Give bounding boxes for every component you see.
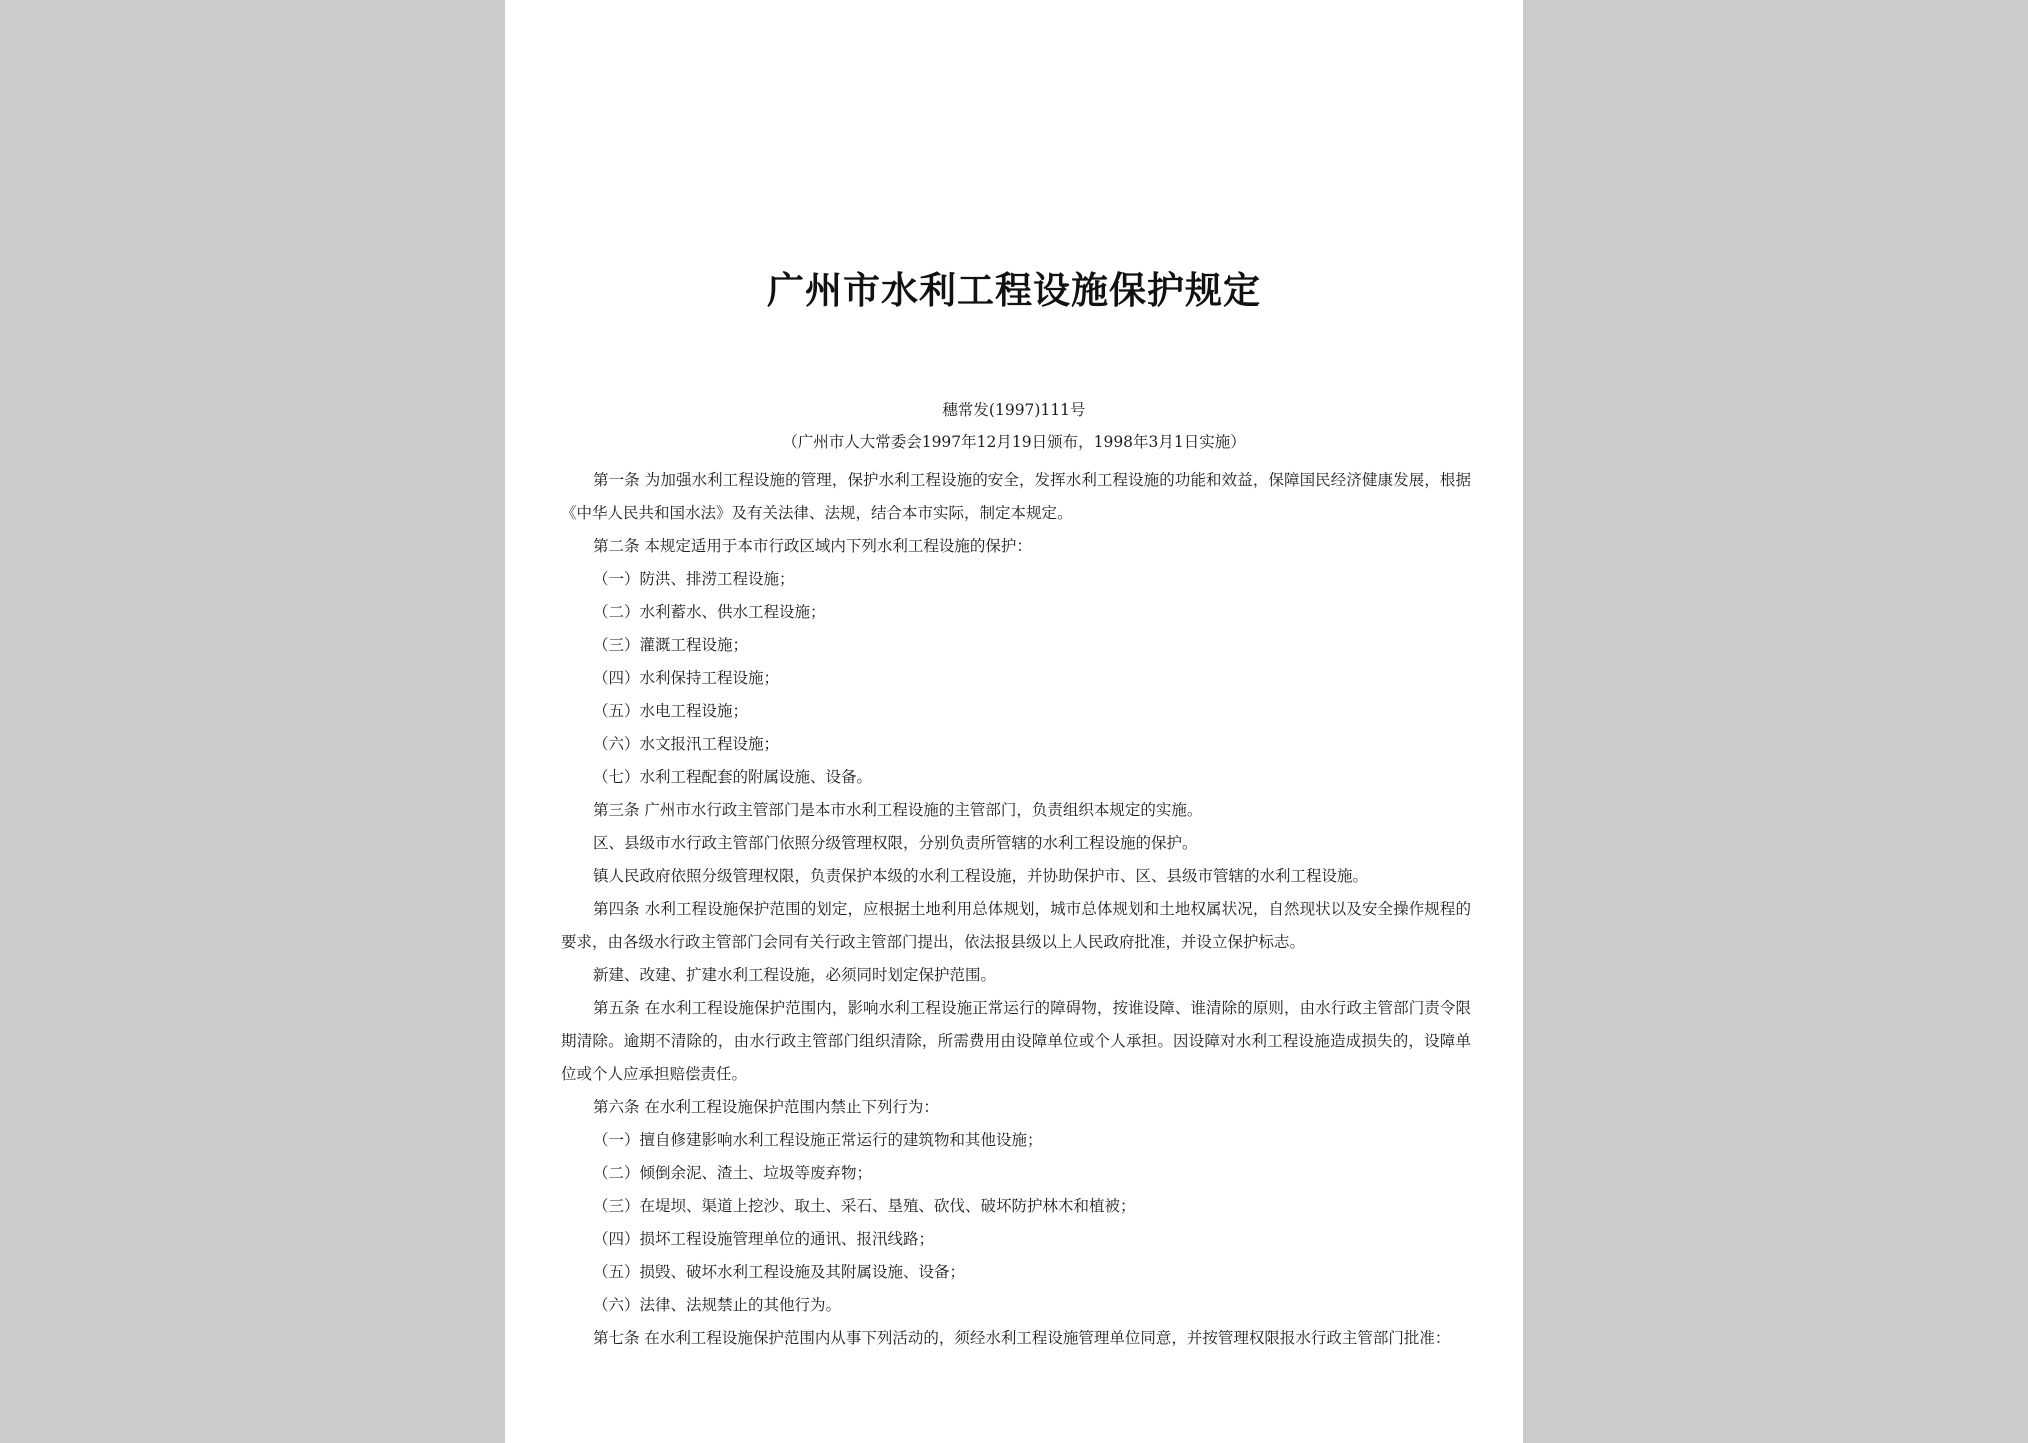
article-3-clause: 区、县级市水行政主管部门依照分级管理权限，分别负责所管辖的水利工程设施的保护。 — [593, 834, 1198, 852]
list-item: （三）灌溉工程设施； — [593, 636, 749, 654]
promulgation-note: （广州市人大常委会1997年12月19日颁布，1998年3月1日实施） — [782, 433, 1246, 451]
list-item: （三）在堤坝、渠道上挖沙、取土、采石、垦殖、砍伐、破坏防护林木和植被； — [593, 1197, 1136, 1215]
document-title: 广州市水利工程设施保护规定 — [767, 269, 1261, 312]
list-item: （四）损坏工程设施管理单位的通讯、报汛线路； — [593, 1230, 935, 1248]
list-item: （一）擅自修建影响水利工程设施正常运行的建筑物和其他设施； — [593, 1131, 1043, 1149]
article-7: 第七条 在水利工程设施保护范围内从事下列活动的，须经水利工程设施管理单位同意，并按管理权限报水行政主管部门批准： — [593, 1329, 1451, 1347]
list-item: （七）水利工程配套的附属设施、设备。 — [593, 768, 873, 786]
article-3: 第三条 广州市水行政主管部门是本市水利工程设施的主管部门，负责组织本规定的实施。 — [593, 801, 1203, 819]
document-body — [561, 464, 1471, 1355]
document-page — [505, 0, 1523, 1443]
list-item: （二）水利蓄水、供水工程设施； — [593, 603, 826, 621]
article-2: 第二条 本规定适用于本市行政区域内下列水利工程设施的保护： — [593, 537, 1032, 555]
list-item: （四）水利保持工程设施； — [593, 669, 780, 687]
article-6: 第六条 在水利工程设施保护范围内禁止下列行为： — [593, 1098, 939, 1116]
list-item: （一）防洪、排涝工程设施； — [593, 570, 795, 588]
article-3-clause: 镇人民政府依照分级管理权限，负责保护本级的水利工程设施，并协助保护市、区、县级市管辖的水利工程设施。 — [593, 867, 1369, 885]
list-item: （六）水文报汛工程设施； — [593, 735, 780, 753]
article-1: 第一条 为加强水利工程设施的管理，保护水利工程设施的安全，发挥水利工程设施的功能和效益，保障国民经济健康发展，根据《中华人民共和国水法》及有关法律、法规，结合本市实际，制定本规定。 — [561, 471, 1471, 522]
article-5: 第五条 在水利工程设施保护范围内，影响水利工程设施正常运行的障碍物，按谁设障、谁清除的原则，由水行政主管部门责令限期清除。逾期不清除的，由水行政主管部门组织清除，所需费用由设障单位或个人承担。因设障对水利工程设施造成损失的，设障单位或个人应承担赔偿责任。 — [561, 999, 1471, 1083]
list-item: （五）损毁、破坏水利工程设施及其附属设施、设备； — [593, 1263, 966, 1281]
document-number: 穗常发(1997)111号 — [942, 401, 1086, 419]
list-item: （二）倾倒余泥、渣土、垃圾等废弃物； — [593, 1164, 873, 1182]
list-item: （六）法律、法规禁止的其他行为。 — [593, 1296, 842, 1314]
article-4: 第四条 水利工程设施保护范围的划定，应根据土地利用总体规划，城市总体规划和土地权属状况，自然现状以及安全操作规程的要求，由各级水行政主管部门会同有关行政主管部门提出，依法报县级以上人民政府批准，并设立保护标志。 — [561, 900, 1471, 951]
article-4-clause: 新建、改建、扩建水利工程设施，必须同时划定保护范围。 — [593, 966, 997, 984]
list-item: （五）水电工程设施； — [593, 702, 749, 720]
